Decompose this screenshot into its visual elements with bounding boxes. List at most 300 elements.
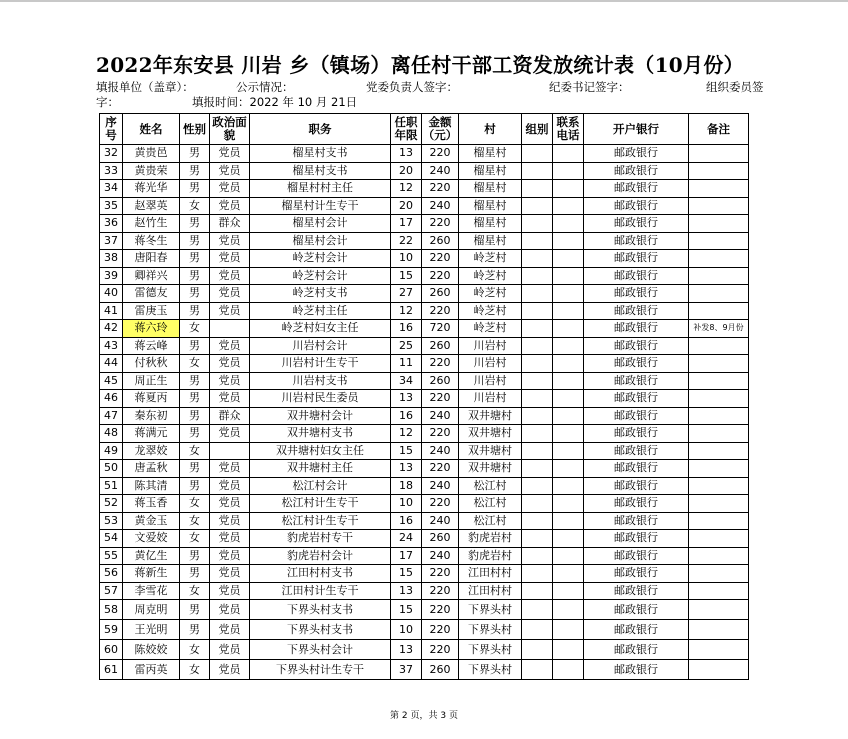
cell-village: 川岩村 <box>459 355 522 373</box>
cell-seq: 56 <box>100 565 123 583</box>
cell-name: 蒋云峰 <box>123 337 180 355</box>
cell-bank: 邮政银行 <box>584 582 689 600</box>
cell-position: 岭芝村会计 <box>250 250 391 268</box>
cell-tenure: 17 <box>391 215 422 233</box>
cell-political: 党员 <box>210 600 250 620</box>
cell-remark <box>689 162 749 180</box>
header-village: 村 <box>459 114 522 145</box>
cell-tenure: 15 <box>391 600 422 620</box>
cell-village: 川岩村 <box>459 390 522 408</box>
cell-seq: 41 <box>100 302 123 320</box>
cell-village: 双井塘村 <box>459 442 522 460</box>
cell-political: 党员 <box>210 232 250 250</box>
cell-position: 下界头村会计 <box>250 640 391 660</box>
cell-name: 赵竹生 <box>123 215 180 233</box>
header-gender: 性别 <box>180 114 210 145</box>
cell-name: 黄金玉 <box>123 512 180 530</box>
cell-village: 岭芝村 <box>459 250 522 268</box>
cell-gender: 男 <box>180 250 210 268</box>
cell-tenure: 15 <box>391 267 422 285</box>
cell-remark <box>689 355 749 373</box>
cell-group <box>522 162 553 180</box>
cell-position: 榴星村村主任 <box>250 180 391 198</box>
cell-seq: 34 <box>100 180 123 198</box>
cell-position: 榴星村支书 <box>250 145 391 163</box>
cell-phone <box>553 180 584 198</box>
cell-phone <box>553 372 584 390</box>
table-row <box>100 250 749 268</box>
cell-gender: 男 <box>180 600 210 620</box>
cell-position: 松江村计生专干 <box>250 495 391 513</box>
table-row <box>100 600 749 620</box>
cell-name: 蒋光华 <box>123 180 180 198</box>
cell-position: 岭芝村妇女主任 <box>250 320 391 338</box>
cell-tenure: 11 <box>391 355 422 373</box>
cell-remark <box>689 407 749 425</box>
cell-village: 双井塘村 <box>459 460 522 478</box>
table-row <box>100 407 749 425</box>
cell-position: 榴星村会计 <box>250 215 391 233</box>
cell-village: 岭芝村 <box>459 267 522 285</box>
cell-position: 榴星村计生专干 <box>250 197 391 215</box>
cell-political: 党员 <box>210 425 250 443</box>
cell-amount: 220 <box>422 250 459 268</box>
cell-political: 党员 <box>210 477 250 495</box>
header-position: 职务 <box>250 114 391 145</box>
cell-gender: 女 <box>180 495 210 513</box>
cell-name: 蒋新生 <box>123 565 180 583</box>
header-political: 政治面 貌 <box>210 114 250 145</box>
info-line-2 <box>96 95 496 110</box>
cell-political: 党员 <box>210 512 250 530</box>
cell-gender: 男 <box>180 620 210 640</box>
cell-phone <box>553 565 584 583</box>
cell-bank: 邮政银行 <box>584 442 689 460</box>
cell-seq: 53 <box>100 512 123 530</box>
cell-bank: 邮政银行 <box>584 460 689 478</box>
cell-group <box>522 390 553 408</box>
cell-political: 党员 <box>210 620 250 640</box>
cell-gender: 女 <box>180 197 210 215</box>
cell-political: 党员 <box>210 640 250 660</box>
cell-group <box>522 425 553 443</box>
cell-phone <box>553 425 584 443</box>
cell-political: 党员 <box>210 495 250 513</box>
cell-political: 党员 <box>210 250 250 268</box>
table-row <box>100 215 749 233</box>
table-row <box>100 477 749 495</box>
cell-tenure: 13 <box>391 390 422 408</box>
cell-position: 双井塘村妇女主任 <box>250 442 391 460</box>
cell-seq: 38 <box>100 250 123 268</box>
cell-tenure: 18 <box>391 477 422 495</box>
cell-bank: 邮政银行 <box>584 407 689 425</box>
cell-gender: 女 <box>180 320 210 338</box>
cell-bank: 邮政银行 <box>584 302 689 320</box>
cell-political: 党员 <box>210 267 250 285</box>
cell-bank: 邮政银行 <box>584 320 689 338</box>
cell-seq: 51 <box>100 477 123 495</box>
cell-gender: 男 <box>180 565 210 583</box>
cell-seq: 50 <box>100 460 123 478</box>
cell-seq: 52 <box>100 495 123 513</box>
cell-remark <box>689 337 749 355</box>
cell-remark <box>689 267 749 285</box>
cell-position: 岭芝村支书 <box>250 285 391 303</box>
cell-gender: 女 <box>180 442 210 460</box>
cell-remark <box>689 215 749 233</box>
cell-bank: 邮政银行 <box>584 285 689 303</box>
table-header-row <box>100 114 749 145</box>
table-row <box>100 180 749 198</box>
cell-remark <box>689 477 749 495</box>
table-row <box>100 337 749 355</box>
cell-gender: 男 <box>180 180 210 198</box>
cell-gender: 男 <box>180 267 210 285</box>
cell-group <box>522 620 553 640</box>
table-row <box>100 582 749 600</box>
cell-political: 党员 <box>210 565 250 583</box>
cell-phone <box>553 530 584 548</box>
cell-group <box>522 565 553 583</box>
cell-position: 豹虎岩村会计 <box>250 547 391 565</box>
report-date: 填报时间：2022 年 10 月 21日 <box>192 95 358 109</box>
cell-tenure: 10 <box>391 620 422 640</box>
party-sign-label: 党委负责人签字： <box>366 80 458 94</box>
cell-amount: 260 <box>422 372 459 390</box>
cell-village: 榴星村 <box>459 232 522 250</box>
cell-tenure: 37 <box>391 660 422 680</box>
table-row <box>100 425 749 443</box>
cell-amount: 240 <box>422 442 459 460</box>
table-row <box>100 512 749 530</box>
cell-name: 黄亿生 <box>123 547 180 565</box>
cell-bank: 邮政银行 <box>584 197 689 215</box>
cell-seq: 45 <box>100 372 123 390</box>
cell-tenure: 13 <box>391 640 422 660</box>
cell-amount: 240 <box>422 477 459 495</box>
cell-political: 党员 <box>210 460 250 478</box>
cell-tenure: 12 <box>391 425 422 443</box>
cell-gender: 男 <box>180 477 210 495</box>
cell-gender: 女 <box>180 582 210 600</box>
cell-group <box>522 530 553 548</box>
cell-phone <box>553 660 584 680</box>
cell-phone <box>553 285 584 303</box>
table-row <box>100 495 749 513</box>
cell-group <box>522 302 553 320</box>
cell-tenure: 13 <box>391 145 422 163</box>
cell-bank: 邮政银行 <box>584 565 689 583</box>
cell-village: 榴星村 <box>459 215 522 233</box>
cell-seq: 58 <box>100 600 123 620</box>
header-remark: 备注 <box>689 114 749 145</box>
cell-remark <box>689 530 749 548</box>
cell-seq: 35 <box>100 197 123 215</box>
cell-name: 蒋冬生 <box>123 232 180 250</box>
cell-village: 豹虎岩村 <box>459 547 522 565</box>
cell-tenure: 13 <box>391 460 422 478</box>
cell-amount: 220 <box>422 565 459 583</box>
cell-position: 岭芝村会计 <box>250 267 391 285</box>
cell-position: 江田村村支书 <box>250 565 391 583</box>
header-tenure: 任职 年限 <box>391 114 422 145</box>
cell-name: 赵翠英 <box>123 197 180 215</box>
cell-phone <box>553 320 584 338</box>
cell-bank: 邮政银行 <box>584 390 689 408</box>
cell-village: 豹虎岩村 <box>459 530 522 548</box>
cell-gender: 男 <box>180 232 210 250</box>
cell-bank: 邮政银行 <box>584 372 689 390</box>
table-row <box>100 355 749 373</box>
cell-name: 卿祥兴 <box>123 267 180 285</box>
cell-bank: 邮政银行 <box>584 660 689 680</box>
cell-seq: 48 <box>100 425 123 443</box>
cell-name: 蒋满元 <box>123 425 180 443</box>
cell-remark <box>689 495 749 513</box>
cell-name: 黄贵荣 <box>123 162 180 180</box>
cell-name: 陈其清 <box>123 477 180 495</box>
cell-seq: 44 <box>100 355 123 373</box>
cell-amount: 260 <box>422 530 459 548</box>
cell-bank: 邮政银行 <box>584 355 689 373</box>
cell-remark <box>689 565 749 583</box>
cell-phone <box>553 512 584 530</box>
cell-group <box>522 512 553 530</box>
cell-group <box>522 600 553 620</box>
table-row <box>100 640 749 660</box>
info-line-1 <box>96 80 848 95</box>
cell-gender: 男 <box>180 460 210 478</box>
cell-bank: 邮政银行 <box>584 547 689 565</box>
cell-group <box>522 197 553 215</box>
table-row <box>100 460 749 478</box>
unit-label: 填报单位（盖章）： <box>96 80 194 94</box>
cell-name: 蒋玉香 <box>123 495 180 513</box>
cell-phone <box>553 495 584 513</box>
cell-tenure: 22 <box>391 232 422 250</box>
cell-bank: 邮政银行 <box>584 215 689 233</box>
table-row <box>100 285 749 303</box>
cell-phone <box>553 600 584 620</box>
cell-position: 松江村计生专干 <box>250 512 391 530</box>
cell-remark <box>689 197 749 215</box>
cell-seq: 32 <box>100 145 123 163</box>
cell-political: 党员 <box>210 372 250 390</box>
cell-name: 黄贵邑 <box>123 145 180 163</box>
cell-bank: 邮政银行 <box>584 145 689 163</box>
cell-position: 松江村会计 <box>250 477 391 495</box>
cell-seq: 36 <box>100 215 123 233</box>
cell-amount: 260 <box>422 232 459 250</box>
cell-bank: 邮政银行 <box>584 180 689 198</box>
discipline-sign-label: 纪委书记签字： <box>549 80 630 94</box>
cell-amount: 220 <box>422 620 459 640</box>
cell-group <box>522 582 553 600</box>
cell-phone <box>553 460 584 478</box>
cell-amount: 220 <box>422 145 459 163</box>
table-row <box>100 390 749 408</box>
cell-village: 松江村 <box>459 477 522 495</box>
cell-position: 豹虎岩村专干 <box>250 530 391 548</box>
cell-amount: 220 <box>422 582 459 600</box>
cell-name: 唐孟秋 <box>123 460 180 478</box>
cell-amount: 260 <box>422 337 459 355</box>
cell-gender: 男 <box>180 547 210 565</box>
cell-remark <box>689 442 749 460</box>
cell-political: 党员 <box>210 390 250 408</box>
cell-remark <box>689 620 749 640</box>
cell-remark <box>689 285 749 303</box>
cell-remark <box>689 600 749 620</box>
cell-phone <box>553 232 584 250</box>
cell-group <box>522 285 553 303</box>
header-bank: 开户银行 <box>584 114 689 145</box>
cell-amount: 240 <box>422 512 459 530</box>
cell-remark <box>689 302 749 320</box>
cell-village: 榴星村 <box>459 197 522 215</box>
cell-bank: 邮政银行 <box>584 425 689 443</box>
cell-tenure: 17 <box>391 547 422 565</box>
table-row <box>100 145 749 163</box>
cell-seq: 47 <box>100 407 123 425</box>
cell-position: 江田村计生专干 <box>250 582 391 600</box>
cell-tenure: 15 <box>391 442 422 460</box>
cell-phone <box>553 355 584 373</box>
table-body <box>100 145 749 680</box>
cell-bank: 邮政银行 <box>584 477 689 495</box>
cell-remark <box>689 512 749 530</box>
cell-gender: 男 <box>180 145 210 163</box>
cell-group <box>522 145 553 163</box>
cell-village: 松江村 <box>459 495 522 513</box>
cell-bank: 邮政银行 <box>584 250 689 268</box>
cell-phone <box>553 337 584 355</box>
cell-village: 榴星村 <box>459 145 522 163</box>
cell-gender: 女 <box>180 640 210 660</box>
cell-position: 下界头村支书 <box>250 620 391 640</box>
cell-tenure: 24 <box>391 530 422 548</box>
cell-amount: 220 <box>422 460 459 478</box>
cell-group <box>522 180 553 198</box>
cell-tenure: 15 <box>391 565 422 583</box>
cell-phone <box>553 620 584 640</box>
cell-position: 川岩村支书 <box>250 372 391 390</box>
cell-phone <box>553 215 584 233</box>
cell-group <box>522 660 553 680</box>
cell-group <box>522 215 553 233</box>
cell-phone <box>553 267 584 285</box>
header-seq: 序 号 <box>100 114 123 145</box>
cell-name: 周克明 <box>123 600 180 620</box>
cell-group <box>522 372 553 390</box>
cell-phone <box>553 547 584 565</box>
cell-remark <box>689 232 749 250</box>
cell-seq: 59 <box>100 620 123 640</box>
cell-political: 党员 <box>210 337 250 355</box>
cell-village: 岭芝村 <box>459 285 522 303</box>
cell-tenure: 16 <box>391 407 422 425</box>
cell-group <box>522 355 553 373</box>
cell-name: 唐阳春 <box>123 250 180 268</box>
cell-name: 龙翠姣 <box>123 442 180 460</box>
cell-seq: 60 <box>100 640 123 660</box>
cell-bank: 邮政银行 <box>584 640 689 660</box>
cell-tenure: 16 <box>391 512 422 530</box>
header-amount: 金额 （元） <box>422 114 459 145</box>
cell-remark <box>689 547 749 565</box>
table-row <box>100 530 749 548</box>
table-row <box>100 320 749 338</box>
cell-amount: 260 <box>422 660 459 680</box>
cell-seq: 61 <box>100 660 123 680</box>
cell-amount: 220 <box>422 640 459 660</box>
cell-gender: 男 <box>180 302 210 320</box>
cell-seq: 49 <box>100 442 123 460</box>
cell-political: 群众 <box>210 407 250 425</box>
cell-group <box>522 407 553 425</box>
cell-phone <box>553 407 584 425</box>
cell-remark <box>689 582 749 600</box>
cell-amount: 220 <box>422 302 459 320</box>
cell-group <box>522 232 553 250</box>
cell-phone <box>553 477 584 495</box>
cell-name: 雷德友 <box>123 285 180 303</box>
cell-tenure: 12 <box>391 180 422 198</box>
table-row <box>100 565 749 583</box>
table-row <box>100 162 749 180</box>
cell-village: 下界头村 <box>459 640 522 660</box>
cell-group <box>522 640 553 660</box>
cell-phone <box>553 250 584 268</box>
cell-amount: 240 <box>422 407 459 425</box>
cell-group <box>522 460 553 478</box>
cell-political: 党员 <box>210 355 250 373</box>
publicity-label: 公示情况： <box>236 80 294 94</box>
cell-tenure: 25 <box>391 337 422 355</box>
cell-gender: 男 <box>180 425 210 443</box>
cell-group <box>522 495 553 513</box>
cell-seq: 55 <box>100 547 123 565</box>
cell-position: 双井塘村主任 <box>250 460 391 478</box>
cell-name: 雷庚玉 <box>123 302 180 320</box>
cell-political: 党员 <box>210 162 250 180</box>
cell-political: 党员 <box>210 302 250 320</box>
cell-seq: 33 <box>100 162 123 180</box>
cell-political: 党员 <box>210 582 250 600</box>
cell-name: 秦东初 <box>123 407 180 425</box>
cell-gender: 男 <box>180 337 210 355</box>
cell-political: 党员 <box>210 145 250 163</box>
cell-seq: 46 <box>100 390 123 408</box>
table-row <box>100 302 749 320</box>
top-divider <box>0 0 848 2</box>
table-row <box>100 547 749 565</box>
cell-amount: 220 <box>422 495 459 513</box>
cell-position: 下界头村支书 <box>250 600 391 620</box>
cell-phone <box>553 390 584 408</box>
cell-remark <box>689 250 749 268</box>
cell-amount: 220 <box>422 267 459 285</box>
cell-group <box>522 267 553 285</box>
cell-political: 群众 <box>210 215 250 233</box>
cell-group <box>522 250 553 268</box>
cell-village: 下界头村 <box>459 600 522 620</box>
cell-phone <box>553 582 584 600</box>
cell-gender: 男 <box>180 390 210 408</box>
cell-village: 双井塘村 <box>459 425 522 443</box>
cell-seq: 57 <box>100 582 123 600</box>
